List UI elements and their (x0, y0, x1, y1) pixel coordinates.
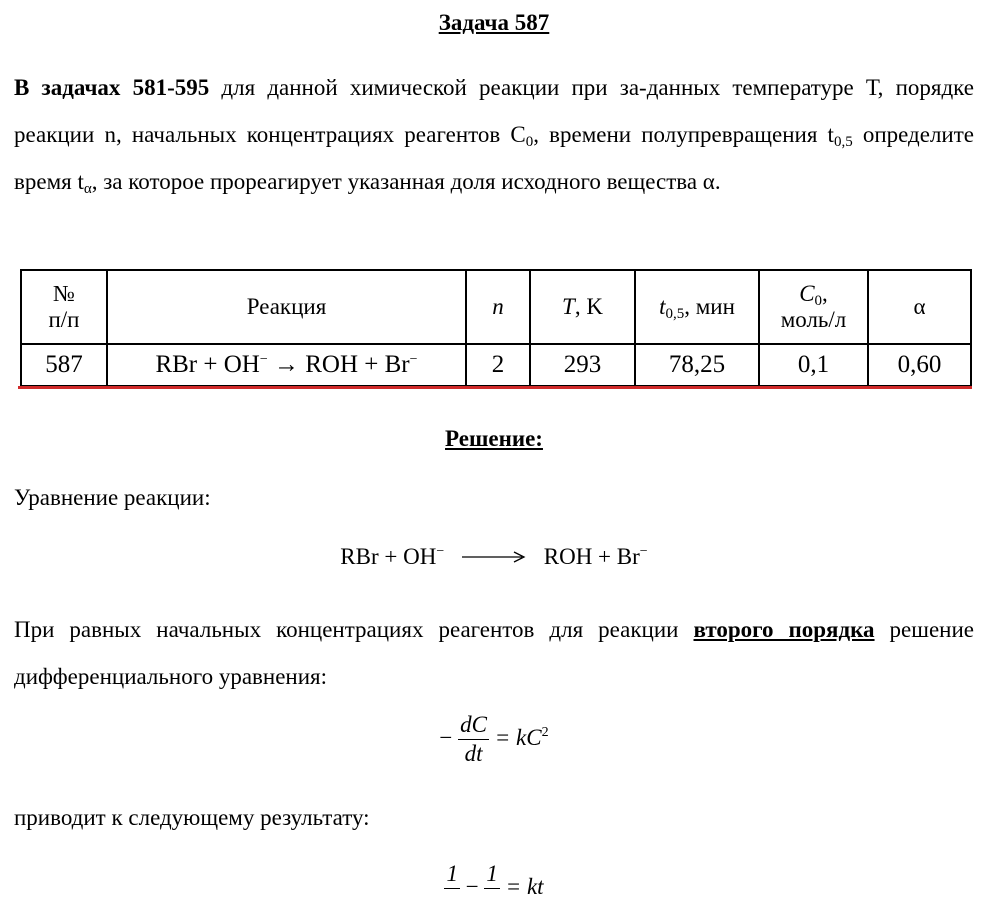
differential-equation: − $\frac{dC}{dt}$ = $kC^2$ (439, 712, 549, 766)
cell-alpha: 0,60 (868, 344, 971, 386)
result-intro: приводит к следующему результату: (14, 805, 370, 830)
statement-text-1: для данной химической реакции при за-данных температуре Т, порядке реакции n, начальных концентрациях реагентов С (14, 75, 974, 147)
cell-temperature: 293 (530, 344, 635, 386)
sub-alpha: α (83, 181, 92, 197)
table-header-row (21, 270, 971, 344)
cell-concentration: 0,1 (759, 344, 868, 386)
statement-text-4: , за которое прореагирует указанная доля исходного вещества α. (91, 169, 721, 194)
reaction-arrow-icon (462, 550, 526, 564)
header-temperature: T, K (530, 270, 635, 344)
statement-text-3: определите время t (14, 122, 974, 194)
second-order-paragraph: При равных начальных концентрациях реагентов для реакции второго порядка решение дифференциального уравнения: (14, 617, 975, 689)
header-concentration: C0, моль/л (759, 270, 868, 344)
header-reaction: Реакция (107, 270, 466, 344)
cell-number: 587 (21, 344, 107, 386)
second-order-emphasis: второго порядка (693, 617, 875, 642)
sub-c0: 0 (525, 134, 534, 150)
cell-order: 2 (466, 344, 530, 386)
header-half-life: t0,5, мин (635, 270, 759, 344)
derivative-fraction: $\frac{dC}{dt}$ (460, 712, 487, 766)
header-number: № п/п (21, 270, 107, 344)
problem-range: В задачах 581-595 (14, 75, 210, 100)
equation-intro: Уравнение реакции: (14, 485, 211, 510)
sub-t05: 0,5 (833, 134, 853, 150)
page-title: Задача 587 (438, 10, 550, 35)
header-order: n (466, 270, 530, 344)
result-equation: 1 − 1 = kt (14, 860, 974, 917)
header-alpha: α (868, 270, 971, 344)
fraction-one: 1 (444, 860, 460, 917)
table-row (21, 344, 971, 386)
fraction-two: 1 (484, 860, 500, 917)
cell-reaction: RBr + OH− → ROH + Br− (107, 344, 466, 386)
statement-text-2: , времени полупревращения t (533, 122, 834, 147)
problem-statement (14, 64, 974, 205)
red-underline (18, 386, 972, 389)
cell-half-life: 78,25 (635, 344, 759, 386)
solution-heading: Решение: (445, 426, 543, 451)
reaction-equation: RBr + OH− ROH + Br− (340, 544, 648, 569)
data-table (20, 269, 972, 387)
